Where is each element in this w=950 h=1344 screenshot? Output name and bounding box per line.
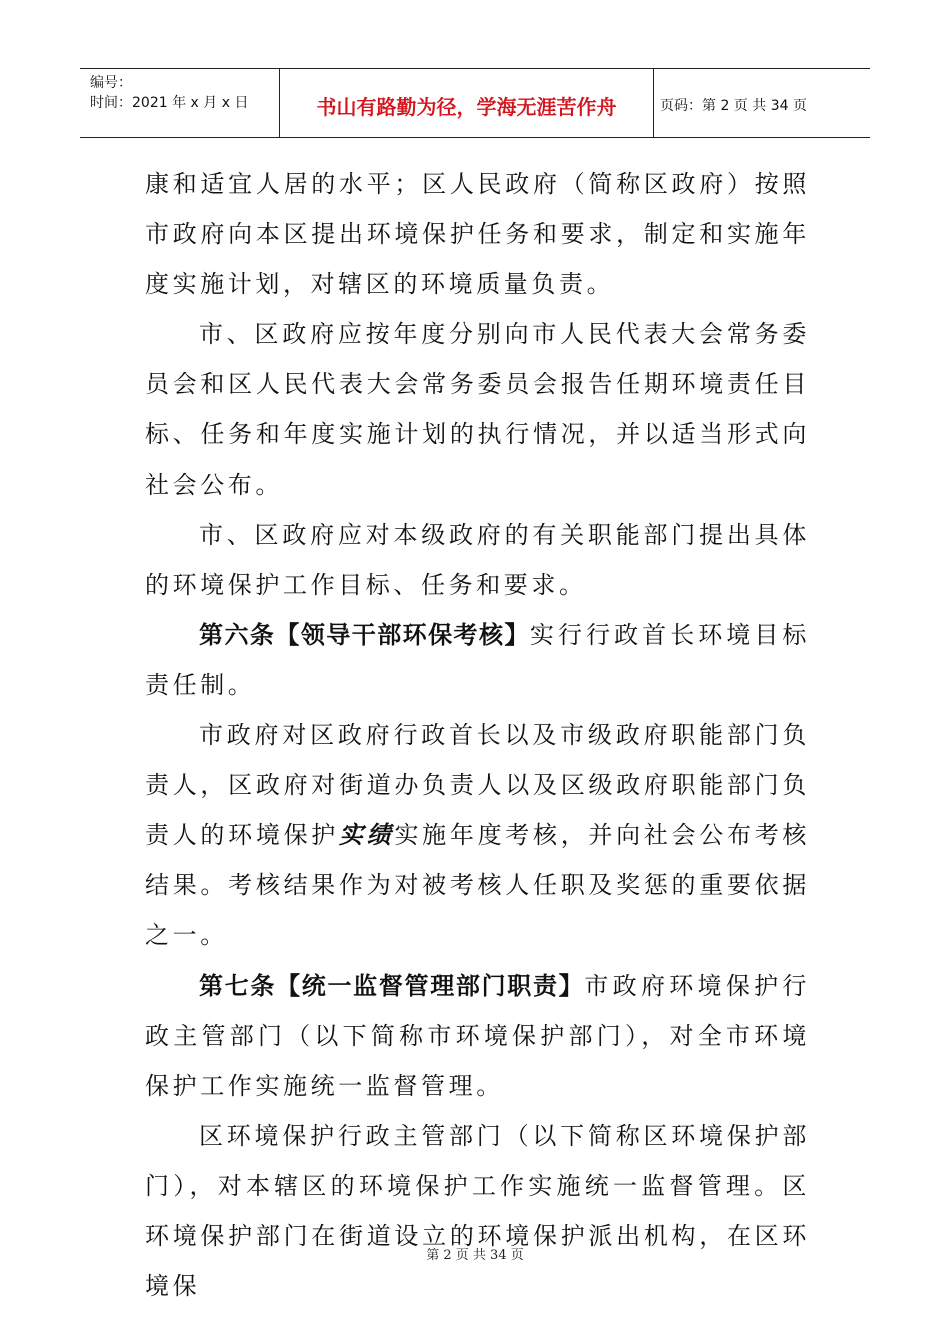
page-footer bbox=[0, 1244, 950, 1263]
document-number-label: 编号： bbox=[90, 75, 132, 91]
article-number: 第六条 bbox=[199, 620, 276, 649]
header-motto-cell bbox=[280, 69, 654, 137]
article-6 bbox=[145, 610, 810, 710]
article-title: 【领导干部环保考核】 bbox=[275, 620, 530, 649]
article-text: 市政府环境保护行政主管部门（以下简称市环境保护部门），对全市环境保护工作实施统一监督管理。 bbox=[145, 971, 811, 1100]
header-page-cell bbox=[654, 69, 870, 137]
article-number: 第七条 bbox=[199, 971, 277, 1000]
header-page-label: 页码：第 2 页 共 34 页 bbox=[660, 98, 807, 114]
article-text: 实行行政首长环境目标责任制。 bbox=[145, 620, 811, 699]
header-motto: 书山有路勤为径，学海无涯苦作舟 bbox=[316, 94, 617, 119]
document-body bbox=[145, 159, 810, 1311]
document-header bbox=[80, 68, 870, 138]
paragraph: 市、区政府应按年度分别向市人民代表大会常务委员会和区人民代表大会常务委员会报告任期环境责任目标、任务和年度实施计划的执行情况，并以适当形式向社会公布。 bbox=[145, 320, 810, 499]
header-meta-cell bbox=[80, 69, 280, 137]
emphasized-text: 实绩 bbox=[339, 820, 395, 850]
footer-page-number: 第 2 页 共 34 页 bbox=[426, 1248, 524, 1263]
paragraph-text: 实施年度考核，并向社会公布考核结果。考核结果作为对被考核人任职及奖惩的重要依据之一。 bbox=[145, 821, 811, 950]
article-title: 【统一监督管理部门职责】 bbox=[276, 971, 585, 1000]
paragraph: 区环境保护行政主管部门（以下简称区环境保护部门），对本辖区的环境保护工作实施统一监督管理。区环境保护部门在街道设立的环境保护派出机构，在区环境保 bbox=[145, 1121, 810, 1301]
paragraph-continued: 康和适宜人居的水平；区人民政府（简称区政府）按照市政府向本区提出环境保护任务和要求，制定和实施年度实施计划，对辖区的环境质量负责。 bbox=[145, 170, 810, 299]
document-date-label: 时间：2021 年 x 月 x 日 bbox=[90, 95, 249, 111]
article-7 bbox=[145, 961, 810, 1111]
paragraph bbox=[145, 710, 810, 960]
paragraph: 市、区政府应对本级政府的有关职能部门提出具体的环境保护工作目标、任务和要求。 bbox=[145, 520, 810, 599]
paragraph-text: 市政府对区政府行政首长以及市级政府职能部门负责人，区政府对街道办负责人以及区级政府职能部门负责人的环境保护 bbox=[145, 721, 810, 850]
